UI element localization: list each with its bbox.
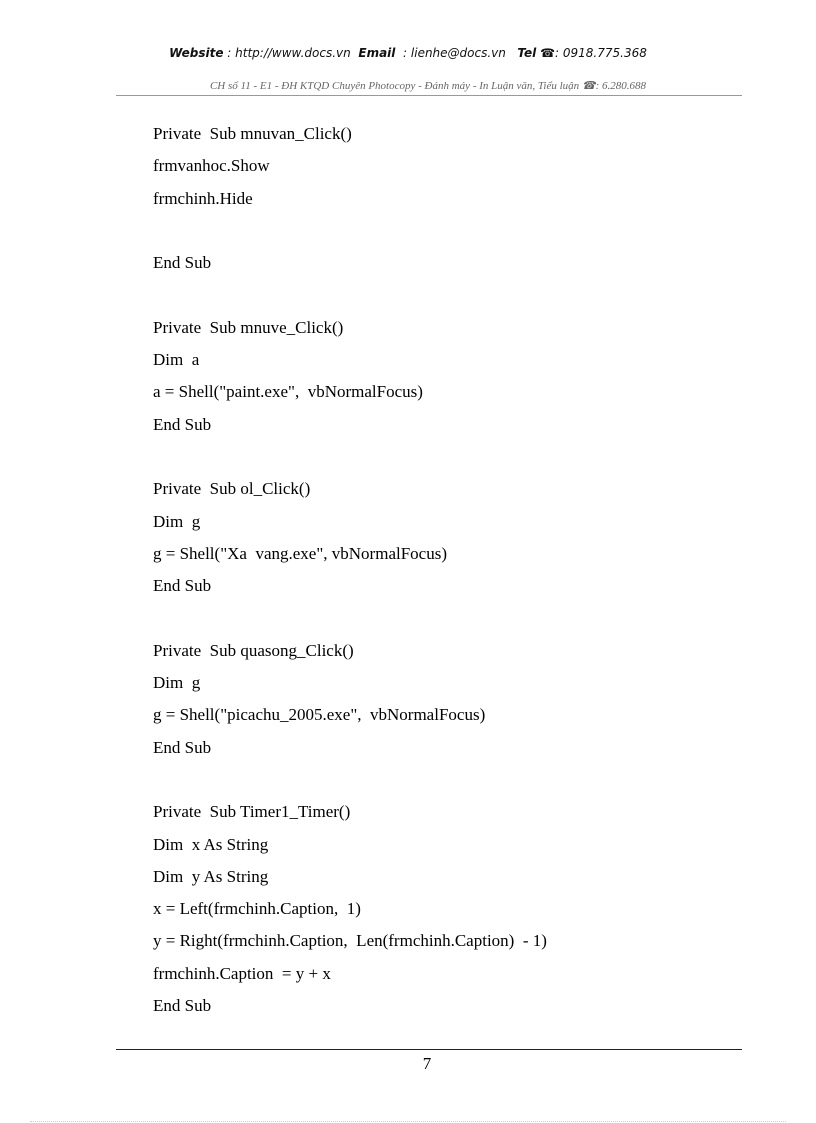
code-line: Private Sub ol_Click() xyxy=(153,479,311,499)
code-line xyxy=(153,279,547,311)
phone-icon-small: ☎ xyxy=(581,80,596,92)
code-line: frmchinh.Caption = y + x xyxy=(153,963,331,983)
page-number: 7 xyxy=(422,1054,432,1073)
code-line: End Sub xyxy=(153,576,212,596)
header-address-line xyxy=(0,79,816,92)
code-line: End Sub xyxy=(153,737,212,757)
tel-label: Tel xyxy=(517,46,537,60)
code-line: Private Sub mnuve_Click() xyxy=(153,317,344,337)
header-address-phone: : 6.280.688 xyxy=(595,80,647,92)
code-line: Private Sub Timer1_Timer() xyxy=(153,802,351,822)
code-line: Dim x As String xyxy=(153,834,269,854)
code-line: Dim y As String xyxy=(153,866,269,886)
website-value: : http://www.docs.vn xyxy=(227,46,351,60)
code-line: g = Shell("Xa vang.exe", vbNormalFocus) xyxy=(153,543,447,563)
phone-icon: ☎ xyxy=(540,46,556,60)
header-divider xyxy=(116,95,742,96)
code-line xyxy=(153,215,547,247)
code-line: Dim g xyxy=(153,511,201,531)
code-line: g = Shell("picachu_2005.exe", vbNormalFocus) xyxy=(153,705,486,725)
code-line: Dim g xyxy=(153,673,201,693)
code-line: frmchinh.Hide xyxy=(153,188,253,208)
email-label: Email xyxy=(358,46,396,60)
code-line: End Sub xyxy=(153,414,212,434)
code-line: frmvanhoc.Show xyxy=(153,156,270,176)
code-line: End Sub xyxy=(153,253,212,273)
code-line: Dim a xyxy=(153,350,200,370)
website-label: Website xyxy=(169,46,224,60)
page-edge-dotted-line xyxy=(30,1121,786,1122)
header-address-text: CH số 11 - E1 - ĐH KTQD Chuyên Photocopy - Đánh máy - In Luận văn, Tiểu luận xyxy=(209,80,580,92)
footer-divider xyxy=(116,1049,742,1050)
tel-value: : 0918.775.368 xyxy=(555,46,647,60)
code-line: a = Shell("paint.exe", vbNormalFocus) xyxy=(153,382,423,402)
code-line: Private Sub mnuvan_Click() xyxy=(153,124,352,143)
code-line: x = Left(frmchinh.Caption, 1) xyxy=(153,899,361,919)
code-line xyxy=(153,441,547,473)
email-value: : lienhe@docs.vn xyxy=(403,46,506,60)
code-line xyxy=(153,602,547,634)
header-contact-line xyxy=(0,46,816,60)
code-line: End Sub xyxy=(153,996,212,1016)
code-line: y = Right(frmchinh.Caption, Len(frmchinh.Caption) - 1) xyxy=(153,931,547,951)
code-listing xyxy=(153,118,547,1022)
code-line: Private Sub quasong_Click() xyxy=(153,640,354,660)
code-line xyxy=(153,764,547,796)
